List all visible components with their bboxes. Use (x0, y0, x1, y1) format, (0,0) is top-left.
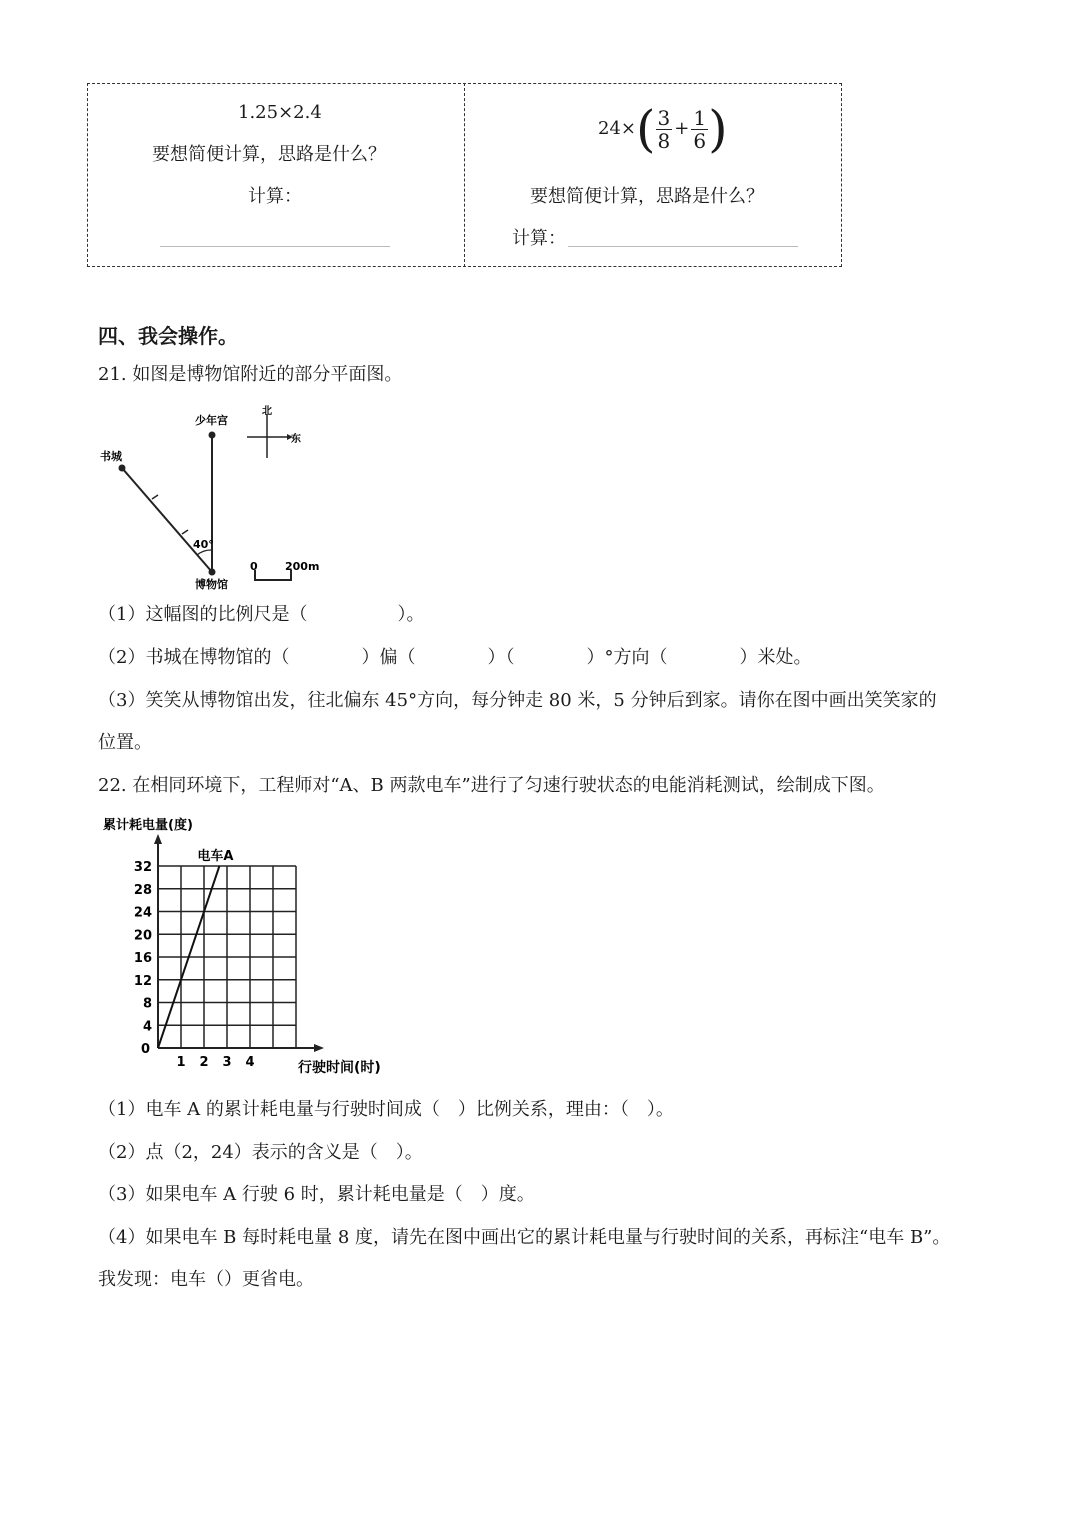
series-label-electric-car-a: 电车A (197, 849, 234, 864)
x-axis-arrow (314, 1044, 324, 1052)
museum-dot (209, 569, 216, 576)
q22-part4: （4）如果电车 B 每时耗电量 8 度，请先在图中画出它的累计耗电量与行驶时间的关系，再标注“电车 B”。 (98, 1227, 951, 1248)
youth-palace-dot (209, 432, 216, 439)
left-paren: ( (636, 100, 656, 158)
youth-palace-label: 少年宫 (195, 414, 228, 427)
right-expression (598, 100, 728, 158)
frac1-denominator: 8 (657, 128, 671, 153)
frac2-denominator: 6 (693, 128, 707, 153)
scale-end-label: 200m (285, 560, 320, 573)
y-tick-label: 20 (133, 928, 152, 944)
frac1-numerator: 3 (657, 105, 671, 130)
bookstore-dot (119, 465, 126, 472)
x-tick-label: 3 (222, 1055, 232, 1070)
right-expression-prefix: 24× (598, 118, 636, 139)
compass-east-label: 东 (291, 434, 301, 445)
y-tick-label: 32 (133, 860, 152, 875)
bookstore-line-tick-1 (152, 495, 158, 499)
q22-part1: （1）电车 A 的累计耗电量与行驶时间成（ ）比例关系，理由：（ ）。 (98, 1099, 674, 1120)
museum-to-bookstore-line (122, 468, 212, 572)
fraction-one-sixth (691, 107, 708, 152)
y-tick-label: 12 (133, 973, 152, 989)
left-expression: 1.25×2.4 (238, 102, 322, 123)
compass-north-label: 北 (262, 406, 272, 417)
y-tick-label: 16 (133, 951, 152, 966)
q21-intro: 21. 如图是博物馆附近的部分平面图。 (98, 364, 403, 385)
left-question: 要想简便计算，思路是什么？ (152, 144, 386, 165)
y-axis-arrow (154, 834, 162, 844)
bookstore-line-tick-2 (182, 530, 188, 534)
chart-grid (158, 866, 296, 1048)
q21-part3-line1: （3）笑笑从博物馆出发，往北偏东 45°方向，每分钟走 80 米，5 分钟后到家。请你在图中画出笑笑家的 (98, 690, 937, 711)
y-axis-title: 累计耗电量(度) (103, 818, 193, 833)
q21-part3-line2: 位置。 (98, 732, 152, 753)
q22-part3: （3）如果电车 A 行驶 6 时，累计耗电量是（ ）度。 (98, 1184, 535, 1205)
q21-part2: （2）书城在博物馆的（ ）偏（ ）（ ）°方向（ ）米处。 (98, 647, 812, 668)
angle-label: 40° (193, 538, 214, 551)
right-paren: ) (708, 100, 728, 158)
x-tick-label: 1 (176, 1055, 186, 1070)
right-calc-label: 计算： (512, 228, 566, 249)
museum-label: 博物馆 (195, 578, 228, 591)
left-calc-label: 计算： (248, 186, 302, 207)
y-tick-label: 28 (133, 882, 152, 898)
fraction-three-eighths (656, 107, 673, 152)
q22-part2: （2）点（2，24）表示的含义是（ ）。 (98, 1142, 423, 1163)
chart-tick-labels (134, 860, 255, 1070)
left-answer-line[interactable] (160, 246, 390, 247)
y-tick-label: 8 (142, 996, 152, 1012)
plus-sign: + (674, 118, 690, 139)
section-title: 四、我会操作。 (98, 324, 238, 348)
q21-part1: （1）这幅图的比例尺是（ ）。 (98, 604, 425, 625)
y-tick-label: 24 (133, 905, 152, 921)
right-answer-line[interactable] (568, 246, 798, 247)
origin-label: 0 (140, 1042, 150, 1057)
chart-series (158, 848, 233, 1048)
bookstore-label: 书城 (100, 450, 122, 463)
table-divider (464, 83, 465, 267)
energy-chart (98, 812, 398, 1082)
scale-zero-label: 0 (250, 560, 258, 573)
q22-intro: 22. 在相同环境下，工程师对“A、B 两款电车”进行了匀速行驶状态的电能消耗测试，绘制成下图。 (98, 775, 885, 796)
x-tick-label: 2 (199, 1055, 209, 1070)
q22-part5: 我发现：电车（）更省电。 (98, 1269, 314, 1290)
frac2-numerator: 1 (693, 105, 707, 130)
museum-map (95, 400, 335, 595)
y-tick-label: 4 (142, 1019, 152, 1035)
x-tick-label: 4 (245, 1055, 255, 1070)
x-axis-title: 行驶时间(时) (298, 1060, 381, 1076)
right-question: 要想简便计算，思路是什么？ (530, 186, 764, 207)
